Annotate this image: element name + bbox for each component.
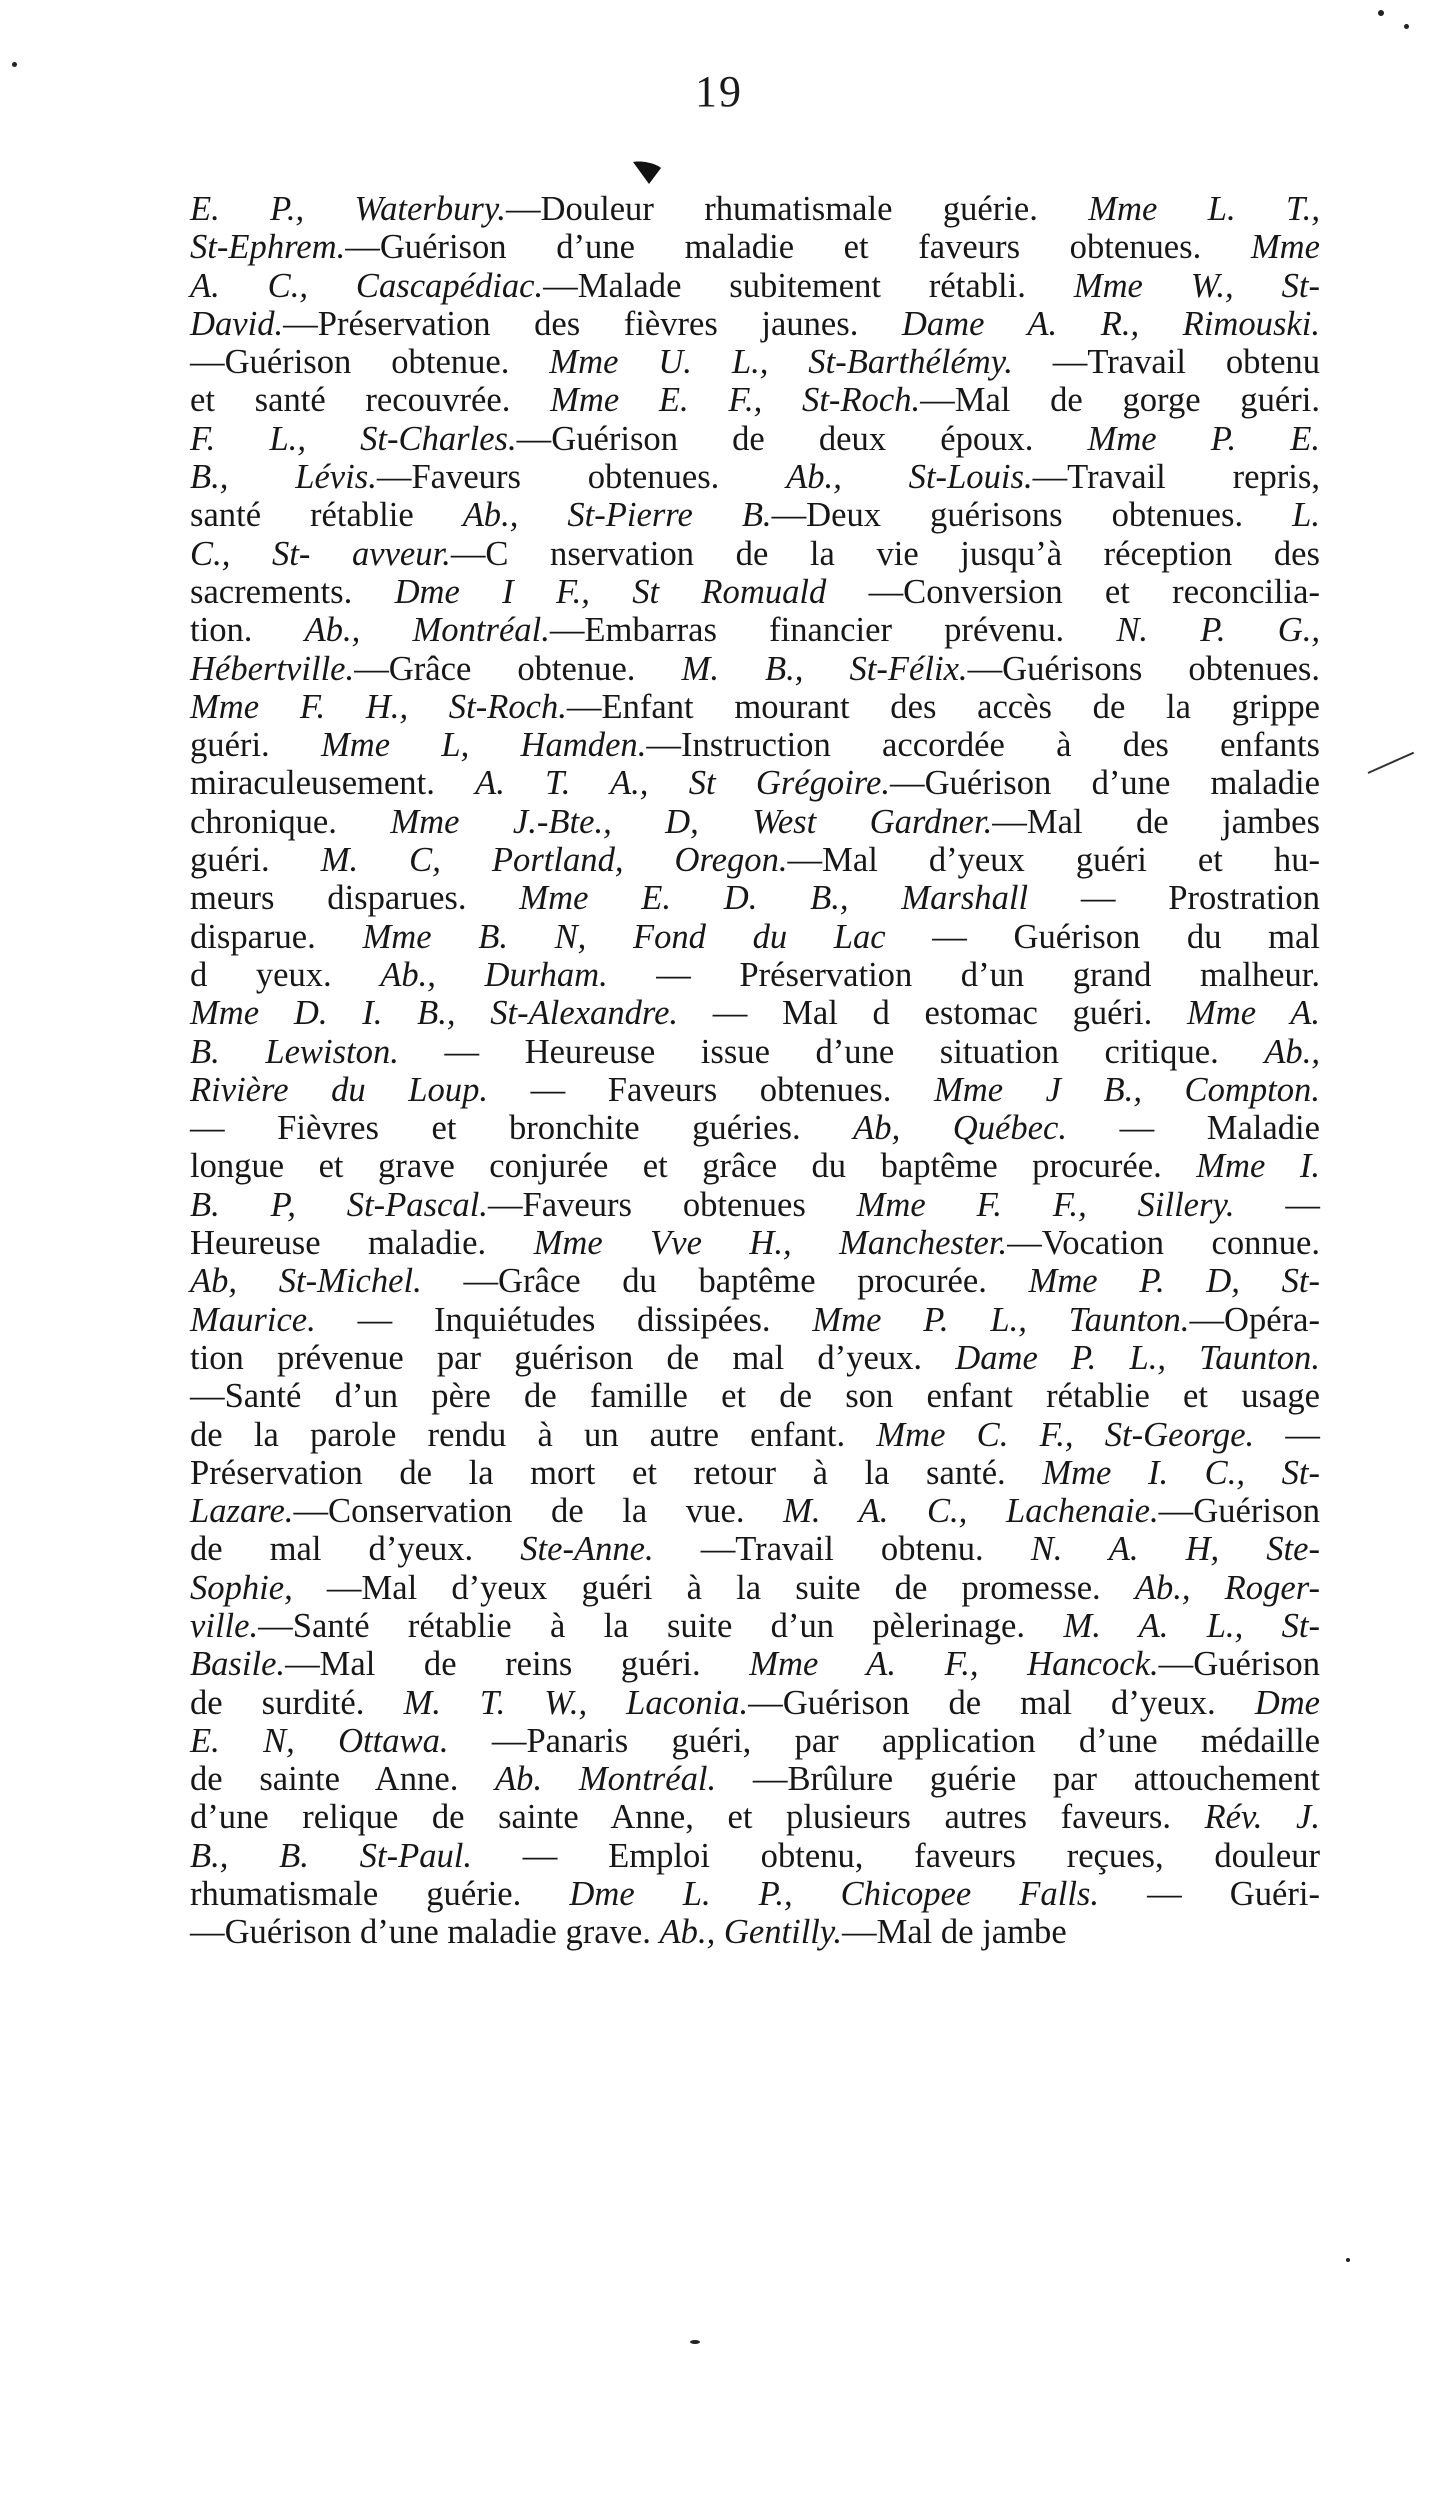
entry-reference: B., Lévis.	[190, 458, 377, 497]
text-line	[190, 420, 1320, 458]
entry-reference: Ab. Montréal.	[495, 1760, 717, 1799]
text-line	[190, 1186, 1320, 1224]
entry-reference: Mme E. D. B., Marshall	[519, 879, 1029, 918]
text-line	[190, 1416, 1320, 1454]
entry-text: d’une relique de sainte Anne, et plusieurs autres faveurs.	[190, 1798, 1205, 1837]
entry-reference: Dame A. R., Rimouski.	[901, 304, 1320, 343]
text-line	[190, 611, 1320, 649]
text-line	[190, 1492, 1320, 1530]
entry-reference: Ab, Québec.	[853, 1109, 1068, 1148]
entry-text: —Travail obtenu	[1012, 343, 1320, 382]
text-line	[190, 688, 1320, 726]
text-line	[190, 1607, 1320, 1645]
entry-reference: Mme I.	[1196, 1147, 1320, 1186]
entry-reference: Mme J.-Bte., D, West Gardner.	[390, 802, 993, 841]
entry-reference: Ab., Gentilly.	[659, 1913, 842, 1952]
entry-reference: ville.	[190, 1606, 259, 1645]
text-line	[190, 1454, 1320, 1492]
entry-text: —Guérison de mal d’yeux.	[748, 1683, 1255, 1722]
entry-text: —Panaris guéri, par application d’une médaille	[448, 1721, 1320, 1760]
text-line	[190, 764, 1320, 802]
entry-reference: Ab., St-Pierre B.	[462, 496, 772, 535]
entry-reference: C., St- avveur.	[190, 534, 451, 573]
entry-text: —Vocation connue.	[1007, 1224, 1320, 1263]
entry-text: disparue.	[190, 917, 363, 956]
entry-text: —Deux guérisons obtenues.	[771, 496, 1293, 535]
entry-reference: Mme F. H., St-Roch.	[190, 687, 567, 726]
entry-text: —Santé rétablie à la suite d’un pèlerinage.	[258, 1606, 1064, 1645]
entry-text: —Travail repris,	[1032, 458, 1320, 497]
entry-reference: M. T. W., Laconia.	[403, 1683, 749, 1722]
text-line	[190, 305, 1320, 343]
text-line	[190, 458, 1320, 496]
entry-text: guéri.	[190, 726, 321, 765]
text-line	[190, 1684, 1320, 1722]
entry-text: de surdité.	[190, 1683, 404, 1722]
entry-text: —Mal de jambe	[842, 1913, 1067, 1952]
entry-reference: Mme E. F., St-Roch.	[550, 381, 921, 420]
entry-text: et santé recouvrée.	[190, 381, 551, 420]
entry-reference: Mme C. F., St-George.	[876, 1415, 1255, 1454]
entry-text: —Guérison d’une maladie	[889, 764, 1320, 803]
entry-text: rhumatismale guérie.	[190, 1875, 570, 1914]
entry-text: —Santé d’un père de famille et de son enfant rétablie et usage	[190, 1377, 1320, 1416]
entry-text: — Fièvres et bronchite guéries.	[190, 1109, 854, 1148]
entry-text: —	[1234, 1185, 1320, 1224]
entry-reference: Dme	[1254, 1683, 1321, 1722]
entry-reference: Mme A. F., Hancock.	[749, 1645, 1159, 1684]
text-line	[190, 1569, 1320, 1607]
entry-reference: N. A. H, Ste-	[1030, 1530, 1320, 1569]
text-line	[190, 803, 1320, 841]
entry-text: —Préservation des fièvres jaunes.	[283, 304, 902, 343]
text-line	[190, 1147, 1320, 1185]
entry-text: —Travail obtenu.	[653, 1530, 1031, 1569]
entry-text: chronique.	[190, 802, 391, 841]
text-line	[190, 496, 1320, 534]
entry-text: —Mal d’yeux guéri et hu-	[787, 841, 1320, 880]
entry-text: —Conversion et reconcilia-	[826, 572, 1320, 611]
entry-text: — Emploi obtenu, faveurs reçues, douleur	[472, 1836, 1321, 1875]
entry-text: — Prostration	[1028, 879, 1320, 918]
entry-text: —Grâce obtenue.	[354, 649, 682, 688]
entry-reference: Mme W., St-	[1073, 266, 1320, 305]
text-line	[190, 1645, 1320, 1683]
entry-text: — Heureuse issue d’une situation critique.	[398, 1032, 1265, 1071]
text-line	[190, 1722, 1320, 1760]
entry-reference: David.	[190, 304, 284, 343]
entry-text: —Guérison d’une maladie et faveurs obtenues.	[345, 228, 1251, 267]
entry-reference: Mme P. E.	[1087, 419, 1320, 458]
entry-reference: St-Ephrem.	[190, 228, 346, 267]
entry-text: —	[1254, 1415, 1320, 1454]
text-line	[190, 994, 1320, 1032]
entry-reference: B. P, St-Pascal.	[190, 1185, 488, 1224]
entry-reference: L.	[1292, 496, 1321, 535]
entry-reference: M. A. C., Lachenaie.	[783, 1492, 1159, 1531]
entry-reference: A. C., Cascapédiac.	[190, 266, 544, 305]
entry-reference: M. C, Portland, Oregon.	[320, 841, 788, 880]
entry-reference: Mme F. F., Sillery.	[856, 1185, 1235, 1224]
text-line	[190, 1109, 1320, 1147]
text-line	[190, 1071, 1320, 1109]
entry-reference: Ste-Anne.	[520, 1530, 654, 1569]
text-line	[190, 1530, 1320, 1568]
text-line	[190, 726, 1320, 764]
entry-reference: Mme J B., Compton.	[933, 1070, 1320, 1109]
entry-reference: Sophie,	[190, 1568, 293, 1607]
entry-text: Préservation de la mort et retour à la santé.	[190, 1453, 1043, 1492]
entry-text: longue et grave conjurée et grâce du baptême procurée.	[190, 1147, 1197, 1186]
entry-text: de sainte Anne.	[190, 1760, 496, 1799]
entry-reference: Basile.	[190, 1645, 286, 1684]
entry-reference: Mme	[1250, 228, 1320, 267]
page-number: 19	[695, 67, 743, 116]
entry-text: tion.	[190, 611, 305, 650]
entry-reference: Maurice.	[190, 1300, 316, 1339]
entry-text: santé rétablie	[190, 496, 463, 535]
entry-reference: Ab., St-Louis.	[786, 458, 1033, 497]
entry-text: —Embarras financier prévenu.	[549, 611, 1117, 650]
entry-text: de mal d’yeux.	[190, 1530, 521, 1569]
ornament-icon	[627, 158, 667, 188]
entry-reference: Ab, St-Michel.	[190, 1262, 422, 1301]
entry-reference: Ab.,	[1264, 1032, 1321, 1071]
entry-text: —Mal de reins guéri.	[285, 1645, 750, 1684]
entry-text: — Guérison du mal	[885, 917, 1320, 956]
entry-text: —C nservation de la vie jusqu’à réception des	[450, 534, 1320, 573]
entry-reference: M. B., St-Félix.	[681, 649, 968, 688]
speck	[1346, 2258, 1350, 2262]
entry-reference: E. P., Waterbury.	[190, 190, 506, 228]
speck	[690, 2340, 700, 2344]
entry-reference: Mme A.	[1186, 994, 1320, 1033]
entry-reference: Ab., Roger-	[1134, 1568, 1320, 1607]
entry-reference: Dme L. P., Chicopee Falls.	[569, 1875, 1100, 1914]
text-line	[190, 1913, 1320, 1951]
entry-text: —Guérisons obtenues.	[967, 649, 1320, 688]
entry-text: — Maladie	[1067, 1109, 1321, 1148]
entry-reference: E. N, Ottawa.	[190, 1721, 449, 1760]
entry-text: d yeux.	[190, 955, 381, 994]
text-line	[190, 1262, 1320, 1300]
entry-reference: A. T. A., St Grégoire.	[475, 764, 890, 803]
entry-text: —Faveurs obtenues	[487, 1185, 857, 1224]
text-line	[190, 1837, 1320, 1875]
entry-text: —Mal d’yeux guéri à la suite de promesse.	[292, 1568, 1135, 1607]
text-line	[190, 1377, 1320, 1415]
text-line	[190, 1033, 1320, 1071]
entry-reference: M. A. L., St-	[1063, 1606, 1320, 1645]
entry-reference: Mme P. D, St-	[1028, 1262, 1320, 1301]
entry-text: — Mal d estomac guéri.	[678, 994, 1187, 1033]
text-line	[190, 1339, 1320, 1377]
speck	[1404, 24, 1409, 29]
entry-reference: Ab., Durham.	[380, 955, 608, 994]
entry-reference: N. P. G.,	[1116, 611, 1320, 650]
entry-reference: Mme U. L., St-Barthélémy.	[549, 343, 1013, 382]
text-line	[190, 381, 1320, 419]
entry-text: —Guérison d’une maladie grave.	[190, 1913, 660, 1952]
entry-text: Heureuse maladie.	[190, 1224, 534, 1263]
entry-reference: Dame P. L., Taunton.	[955, 1338, 1320, 1377]
entry-text: —Conservation de la vue.	[293, 1492, 784, 1531]
entry-text: —Enfant mourant des accès de la grippe	[566, 687, 1320, 726]
entry-reference: F. L., St-Charles.	[190, 419, 517, 458]
entry-text: —Opéra-	[1189, 1300, 1321, 1339]
entry-text: —Guérison	[1158, 1492, 1320, 1531]
entry-reference: Rivière du Loup.	[190, 1070, 489, 1109]
entry-text: —Grâce du baptême procurée.	[421, 1262, 1029, 1301]
text-line	[190, 918, 1320, 956]
entry-reference: Mme L. T.,	[1088, 190, 1320, 228]
entry-text: —Guérison de deux époux.	[516, 419, 1088, 458]
entry-reference: Mme P. L., Taunton.	[812, 1300, 1190, 1339]
entry-reference: Mme Vve H., Manchester.	[533, 1224, 1008, 1263]
entry-text: — Faveurs obtenues.	[488, 1070, 934, 1109]
text-line	[190, 1760, 1320, 1798]
entry-reference: Mme L, Hamden.	[320, 726, 647, 765]
entry-reference: Mme I. C., St-	[1042, 1453, 1320, 1492]
entry-text: — Inquiétudes dissipées.	[315, 1300, 813, 1339]
text-line	[190, 1301, 1320, 1339]
entry-text: —Mal de jambes	[992, 802, 1320, 841]
text-line	[190, 573, 1320, 611]
entry-text: —Douleur rhumatismale guérie.	[505, 190, 1089, 228]
entry-reference: Rév. J.	[1204, 1798, 1321, 1837]
entry-text: — Guéri-	[1099, 1875, 1320, 1914]
text-line	[190, 343, 1320, 381]
entry-text: sacrements.	[190, 572, 395, 611]
speck	[12, 62, 17, 67]
entry-reference: Dme I F., St Romuald	[394, 572, 827, 611]
margin-mark	[1368, 752, 1414, 774]
entry-text: de la parole rendu à un autre enfant.	[190, 1415, 877, 1454]
entry-text: —Guérison obtenue.	[190, 343, 550, 382]
text-line	[190, 956, 1320, 994]
text-line	[190, 267, 1320, 305]
entry-reference: Hébertville.	[190, 649, 355, 688]
entry-reference: Mme D. I. B., St-Alexandre.	[190, 994, 679, 1033]
entry-reference: B. Lewiston.	[190, 1032, 399, 1071]
text-line	[190, 535, 1320, 573]
entry-text: —Guérison	[1158, 1645, 1320, 1684]
text-line	[190, 1875, 1320, 1913]
entry-text: —Mal de gorge guéri.	[920, 381, 1320, 420]
entry-reference: Lazare.	[190, 1492, 294, 1531]
entry-text: miraculeusement.	[190, 764, 476, 803]
entry-text: — Préservation d’un grand malheur.	[607, 955, 1321, 994]
text-line	[190, 228, 1320, 266]
text-line	[190, 1798, 1320, 1836]
text-line	[190, 879, 1320, 917]
entry-text: —Faveurs obtenues.	[376, 458, 787, 497]
entry-text: meurs disparues.	[190, 879, 520, 918]
entry-text: guéri.	[190, 841, 321, 880]
entry-reference: B., B. St-Paul.	[190, 1836, 473, 1875]
text-line	[190, 650, 1320, 688]
text-line	[190, 841, 1320, 879]
entries-text	[190, 190, 1320, 1952]
entry-text: —Malade subitement rétabli.	[543, 266, 1074, 305]
text-line	[190, 1224, 1320, 1262]
entry-text: —Brûlure guérie par attouchement	[716, 1760, 1320, 1799]
entry-reference: Ab., Montréal.	[304, 611, 550, 650]
entry-text: —Instruction accordée à des enfants	[646, 726, 1321, 765]
speck	[1378, 10, 1384, 16]
text-line	[190, 190, 1320, 228]
entry-text: tion prévenue par guérison de mal d’yeux.	[190, 1338, 956, 1377]
entry-reference: Mme B. N, Fond du Lac	[362, 917, 886, 956]
